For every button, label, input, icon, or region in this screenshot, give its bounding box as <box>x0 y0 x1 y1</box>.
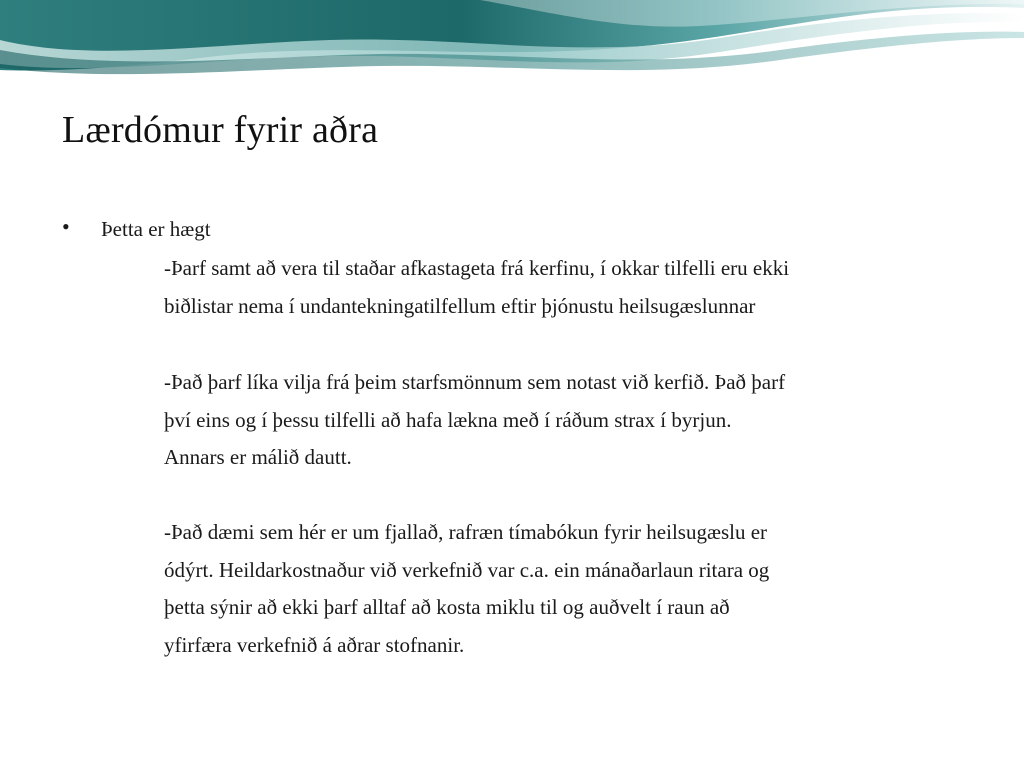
text-line: ódýrt. Heildarkostnaður við verkefnið var c.a. ein mánaðarlaun ritara og <box>164 557 770 582</box>
slide-title: Lærdómur fyrir aðra <box>62 109 379 151</box>
paragraph-cost <box>164 514 974 665</box>
paragraph-staff-will <box>164 364 974 477</box>
text-line: -Þarf samt að vera til staðar afkastageta frá kerfinu, í okkar tilfelli eru ekki <box>164 256 790 280</box>
text-line: -Það dæmi sem hér er um fjallað, rafræn tímabókun fyrir heilsugæslu er <box>164 520 768 544</box>
text-line: því eins og í þessu tilfelli að hafa lækna með í ráðum strax í byrjun. <box>164 407 732 432</box>
paragraph-capacity <box>164 250 974 325</box>
bullet-text: Þetta er hægt <box>101 217 211 241</box>
bullet-marker: • <box>62 214 70 239</box>
wave-header-decoration <box>0 0 1024 90</box>
text-line: þetta sýnir að ekki þarf alltaf að kosta miklu til og auðvelt í raun að <box>164 595 730 620</box>
text-line: -Það þarf líka vilja frá þeim starfsmönnum sem notast við kerfið. Það þarf <box>164 370 786 394</box>
text-line: yfirfæra verkefnið á aðrar stofnanir. <box>164 633 465 658</box>
text-line: biðlistar nema í undantekningatilfellum eftir þjónustu heilsugæslunnar <box>164 293 756 318</box>
text-line: Annars er málið dautt. <box>164 445 352 470</box>
